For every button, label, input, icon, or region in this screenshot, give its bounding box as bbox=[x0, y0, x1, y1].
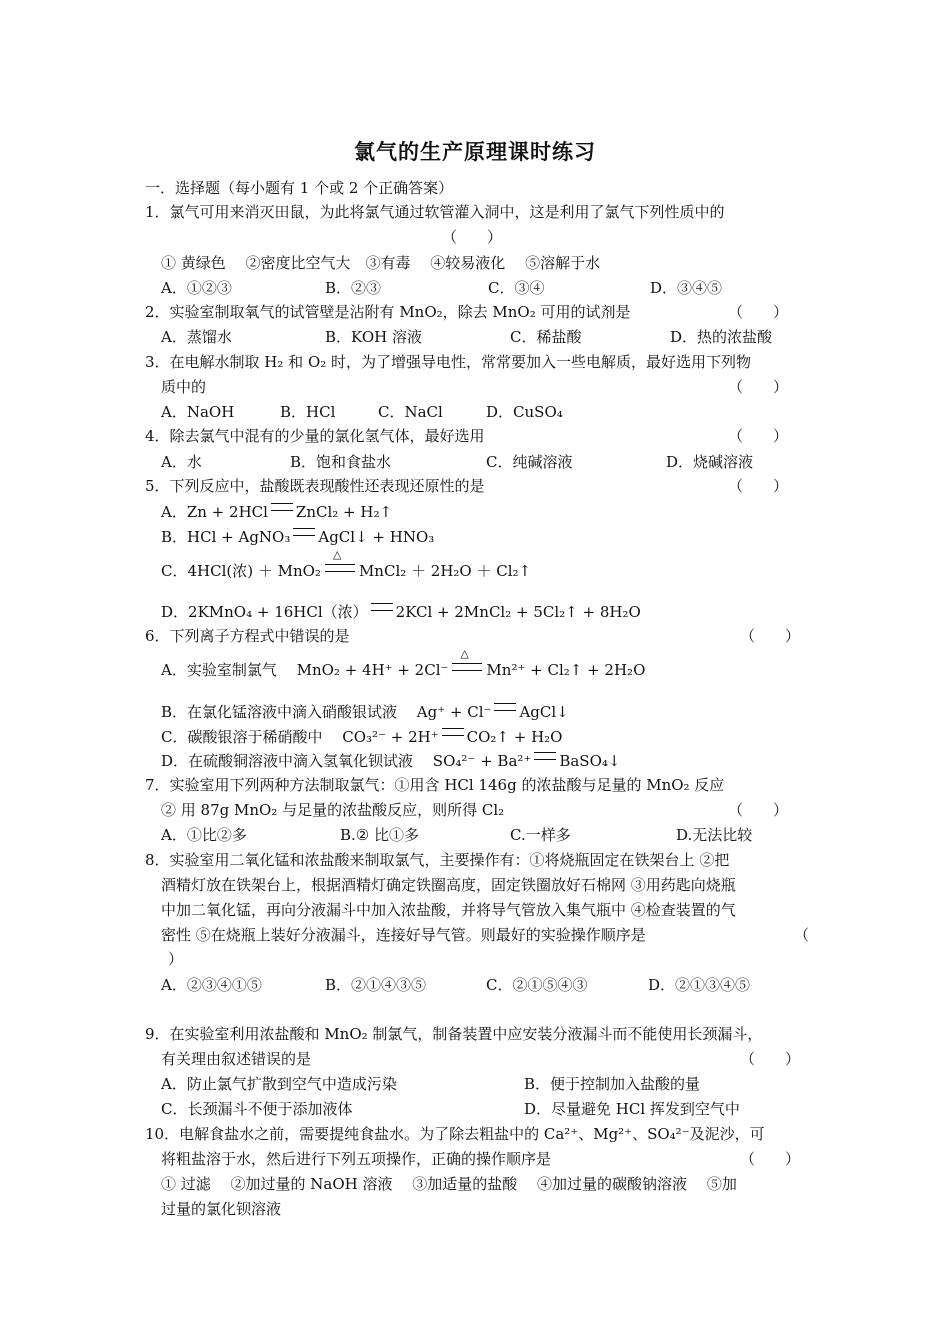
q6-answer-paren: （ ） bbox=[740, 627, 801, 645]
q1-answer-paren: （ ） bbox=[442, 228, 503, 246]
q9-answer-paren: （ ） bbox=[740, 1050, 801, 1068]
q5-c-products: MnCl₂ ＋ 2H₂O ＋ Cl₂↑ bbox=[358, 562, 532, 580]
q8-stem-line4: 密性 ⑤在烧瓶上装好分液漏斗，连接好导气管。则最好的实验操作顺序是 bbox=[161, 926, 646, 944]
q3-stem-line2: 质中的 bbox=[161, 378, 207, 396]
q5-a-products: ZnCl₂ + H₂↑ bbox=[295, 503, 393, 521]
q1-option-a: A．①②③ bbox=[161, 279, 232, 297]
page-title: 氯气的生产原理课时练习 bbox=[354, 139, 596, 164]
heat-equals-sign bbox=[325, 564, 355, 572]
q8-option-c: C．②①⑤④③ bbox=[486, 976, 588, 994]
equals-sign bbox=[371, 603, 393, 611]
q1-properties: ① 黄绿色 ②密度比空气大 ③有毒 ④较易液化 ⑤溶解于水 bbox=[161, 254, 601, 272]
section-heading: 一．选择题（每小题有 1 个或 2 个正确答案） bbox=[145, 179, 454, 197]
q6-d-right: BaSO₄↓ bbox=[559, 752, 621, 770]
q5-option-b bbox=[161, 527, 434, 547]
q7-option-d: D.无法比较 bbox=[676, 826, 753, 844]
q6-c-right: CO₂↑ + H₂O bbox=[466, 728, 563, 746]
q6-b-right: AgCl↓ bbox=[519, 703, 569, 721]
equals-sign bbox=[271, 503, 293, 511]
q4-option-b: B．饱和食盐水 bbox=[290, 453, 392, 471]
q2-answer-paren: （ ） bbox=[728, 303, 789, 321]
q8-answer-paren-right: ） bbox=[168, 950, 184, 968]
q5-option-c bbox=[161, 561, 531, 581]
q1-option-c: C．③④ bbox=[488, 279, 545, 297]
q5-d-reactants: D．2KMnO₄ + 16HCl（浓） bbox=[161, 603, 368, 621]
q3-stem-line1: 3．在电解水制取 H₂ 和 O₂ 时，为了增强导电性，常常要加入一些电解质，最好选用下列物 bbox=[145, 353, 752, 371]
q9-stem-line2: 有关理由叙述错误的是 bbox=[161, 1050, 312, 1068]
q3-option-d: D．CuSO₄ bbox=[486, 403, 563, 421]
q4-option-c: C．纯碱溶液 bbox=[486, 453, 573, 471]
q4-answer-paren: （ ） bbox=[728, 427, 789, 445]
q1-option-b: B．②③ bbox=[325, 279, 382, 297]
q10-answer-paren: （ ） bbox=[740, 1150, 801, 1168]
q2-option-d: D．热的浓盐酸 bbox=[670, 328, 773, 346]
q8-option-b: B．②①④③⑤ bbox=[325, 976, 427, 994]
q3-option-c: C．NaCl bbox=[378, 403, 443, 421]
q5-option-a bbox=[161, 502, 392, 522]
q8-option-a: A．②③④①⑤ bbox=[161, 976, 262, 994]
equals-sign bbox=[442, 728, 464, 736]
q6-stem: 6．下列离子方程式中错误的是 bbox=[145, 627, 350, 645]
q4-option-d: D．烧碱溶液 bbox=[666, 453, 754, 471]
q9-option-b: B．便于控制加入盐酸的量 bbox=[524, 1075, 701, 1093]
q8-answer-paren-left: （ bbox=[794, 926, 810, 944]
q10-stem-line2: 将粗盐溶于水，然后进行下列五项操作，正确的操作顺序是 bbox=[161, 1150, 552, 1168]
q6-a-left: A．实验室制氯气 MnO₂ + 4H⁺ + 2Cl⁻ bbox=[161, 661, 449, 679]
q3-answer-paren: （ ） bbox=[728, 378, 789, 396]
q5-c-reactants: C．4HCl(浓) ＋ MnO₂ bbox=[161, 562, 321, 580]
q6-option-c bbox=[161, 727, 562, 747]
q5-stem: 5．下列反应中，盐酸既表现酸性还表现还原性的是 bbox=[145, 477, 485, 495]
q6-b-left: B．在氯化锰溶液中滴入硝酸银试液 Ag⁺ + Cl⁻ bbox=[161, 703, 492, 721]
q5-b-products: AgCl↓ + HNO₃ bbox=[318, 528, 435, 546]
q10-stem-line1: 10．电解食盐水之前，需要提纯食盐水。为了除去粗盐中的 Ca²⁺、Mg²⁺、SO₄²⁻及泥沙，可 bbox=[145, 1125, 765, 1143]
q8-stem-line3: 中加二氧化锰，再向分液漏斗中加入浓盐酸，并将导气管放入集气瓶中 ④检查装置的气 bbox=[161, 901, 736, 919]
q6-option-b bbox=[161, 702, 569, 722]
equals-sign bbox=[534, 752, 556, 760]
q4-option-a: A．水 bbox=[161, 453, 202, 471]
q1-option-d: D．③④⑤ bbox=[650, 279, 723, 297]
q4-stem: 4．除去氯气中混有的少量的氯化氢气体，最好选用 bbox=[145, 427, 485, 445]
q5-d-products: 2KCl + 2MnCl₂ + 5Cl₂↑ + 8H₂O bbox=[395, 603, 641, 621]
q6-c-left: C．碳酸银溶于稀硝酸中 CO₃²⁻ + 2H⁺ bbox=[161, 728, 439, 746]
q7-answer-paren: （ ） bbox=[728, 801, 789, 819]
q7-stem-line1: 7．实验室用下列两种方法制取氯气：①用含 HCl 146g 的浓盐酸与足量的 MnO₂ 反应 bbox=[145, 776, 725, 794]
q7-stem-line2: ② 用 87g MnO₂ 与足量的浓盐酸反应，则所得 Cl₂ bbox=[161, 801, 505, 819]
q3-option-a: A．NaOH bbox=[161, 403, 235, 421]
q9-option-a: A．防止氯气扩散到空气中造成污染 bbox=[161, 1075, 397, 1093]
heat-equals-sign bbox=[452, 663, 482, 671]
q2-option-b: B．KOH 溶液 bbox=[325, 328, 422, 346]
q8-option-d: D．②①③④⑤ bbox=[648, 976, 751, 994]
q7-option-a: A．①比②多 bbox=[161, 826, 247, 844]
q10-operations-line2: 过量的氯化钡溶液 bbox=[161, 1200, 282, 1218]
q2-option-c: C．稀盐酸 bbox=[510, 328, 582, 346]
q6-d-left: D．在硫酸铜溶液中滴入氢氧化钡试液 SO₄²⁻ + Ba²⁺ bbox=[161, 752, 532, 770]
q8-stem-line1: 8．实验室用二氧化锰和浓盐酸来制取氯气，主要操作有：①将烧瓶固定在铁架台上 ②把 bbox=[145, 851, 730, 869]
q3-option-b: B．HCl bbox=[280, 403, 336, 421]
q6-a-right: Mn²⁺ + Cl₂↑ + 2H₂O bbox=[486, 661, 646, 679]
q6-option-a bbox=[161, 660, 645, 680]
q7-option-b: B.② 比①多 bbox=[340, 826, 420, 844]
q6-option-d bbox=[161, 751, 620, 771]
q7-option-c: C.一样多 bbox=[510, 826, 571, 844]
q5-b-reactants: B．HCl + AgNO₃ bbox=[161, 528, 291, 546]
q9-option-d: D．尽量避免 HCl 挥发到空气中 bbox=[524, 1100, 740, 1118]
equals-sign bbox=[494, 703, 516, 711]
q1-stem: 1．氯气可用来消灭田鼠，为此将氯气通过软管灌入洞中，这是利用了氯气下列性质中的 bbox=[145, 203, 725, 221]
q5-a-reactants: A．Zn + 2HCl bbox=[161, 503, 268, 521]
q2-option-a: A．蒸馏水 bbox=[161, 328, 232, 346]
q8-stem-line2: 酒精灯放在铁架台上，根据酒精灯确定铁圈高度，固定铁圈放好石棉网 ③用药匙向烧瓶 bbox=[161, 876, 736, 894]
q2-stem: 2．实验室制取氧气的试管壁是沾附有 MnO₂，除去 MnO₂ 可用的试剂是 bbox=[145, 303, 631, 321]
q10-operations-line1: ① 过滤 ②加过量的 NaOH 溶液 ③加适量的盐酸 ④加过量的碳酸钠溶液 ⑤加 bbox=[161, 1175, 737, 1193]
q9-option-c: C．长颈漏斗不便于添加液体 bbox=[161, 1100, 353, 1118]
q5-answer-paren: （ ） bbox=[728, 477, 789, 495]
q5-option-d bbox=[161, 602, 641, 622]
equals-sign bbox=[293, 528, 315, 536]
q9-stem-line1: 9．在实验室利用浓盐酸和 MnO₂ 制氯气，制备装置中应安装分液漏斗而不能使用长颈漏斗， bbox=[145, 1025, 763, 1043]
